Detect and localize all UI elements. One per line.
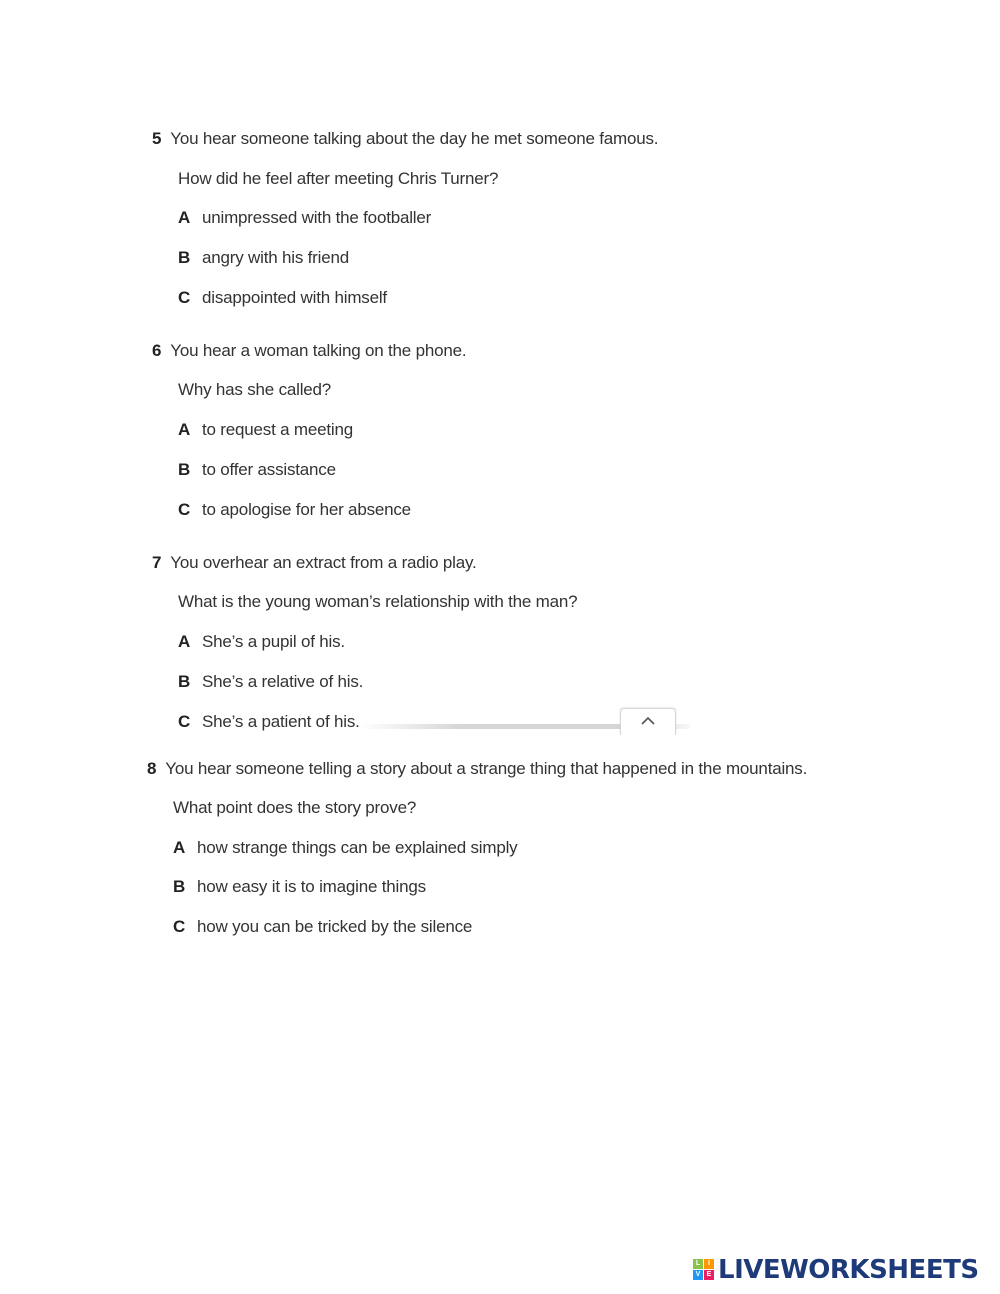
question-7-prompt xyxy=(152,552,477,574)
question-number: 6 xyxy=(152,341,162,360)
option-letter: C xyxy=(173,917,186,936)
question-5-option-a xyxy=(178,207,431,229)
option-text: unimpressed with the footballer xyxy=(202,208,432,227)
option-letter: A xyxy=(178,632,191,651)
option-text: disappointed with himself xyxy=(202,288,387,307)
option-letter: B xyxy=(173,877,186,896)
chevron-up-icon xyxy=(640,716,656,726)
question-6-question: Why has she called? xyxy=(178,380,332,399)
option-letter: C xyxy=(178,712,191,731)
prompt-text: You hear someone telling a story about a strange thing that happened in the mountains. xyxy=(165,759,808,778)
option-text: She’s a relative of his. xyxy=(202,672,364,691)
option-letter: A xyxy=(178,420,191,439)
logo-mark-letter: L xyxy=(693,1259,703,1269)
prompt-text: You hear a woman talking on the phone. xyxy=(170,341,467,360)
question-5-question: How did he feel after meeting Chris Turner? xyxy=(178,169,499,188)
question-8-question: What point does the story prove? xyxy=(173,798,417,817)
logo-mark-icon xyxy=(693,1259,715,1281)
option-text: to request a meeting xyxy=(202,420,353,439)
option-text: to apologise for her absence xyxy=(202,500,411,519)
question-6-prompt xyxy=(152,340,466,362)
question-7-option-b xyxy=(178,671,363,693)
question-5-option-c xyxy=(178,287,387,309)
prompt-text: You hear someone talking about the day he met someone famous. xyxy=(170,129,659,148)
question-number: 8 xyxy=(147,759,157,778)
question-7-option-c xyxy=(178,711,360,733)
option-letter: C xyxy=(178,500,191,519)
question-number: 5 xyxy=(152,129,162,148)
question-5-option-b xyxy=(178,247,349,269)
liveworksheets-logo[interactable] xyxy=(693,1255,979,1285)
option-text: angry with his friend xyxy=(202,248,349,267)
option-text: She’s a patient of his. xyxy=(202,712,360,731)
question-7-option-a xyxy=(178,631,345,653)
question-7-question: What is the young woman’s relationship with the man? xyxy=(178,592,578,611)
question-5-prompt xyxy=(152,128,658,150)
option-text: how easy it is to imagine things xyxy=(197,877,426,896)
option-letter: A xyxy=(178,208,191,227)
question-8-option-b xyxy=(173,876,426,898)
option-letter: B xyxy=(178,460,191,479)
logo-mark-letter: I xyxy=(704,1259,714,1269)
question-6-option-b xyxy=(178,459,336,481)
option-letter: C xyxy=(178,288,191,307)
option-text: to offer assistance xyxy=(202,460,336,479)
question-number: 7 xyxy=(152,553,162,572)
logo-mark-letter: E xyxy=(704,1270,714,1280)
question-6-option-c xyxy=(178,499,411,521)
logo-text: LIVEWORKSHEETS xyxy=(718,1255,979,1285)
scroll-up-button[interactable] xyxy=(620,708,676,735)
option-letter: B xyxy=(178,248,191,267)
question-8-option-a xyxy=(173,837,517,859)
question-6-option-a xyxy=(178,419,353,441)
logo-mark-letter: V xyxy=(693,1270,703,1280)
option-letter: B xyxy=(178,672,191,691)
option-text: She’s a pupil of his. xyxy=(202,632,345,651)
option-text: how strange things can be explained simply xyxy=(197,838,518,857)
option-letter: A xyxy=(173,838,186,857)
option-text: how you can be tricked by the silence xyxy=(197,917,473,936)
question-8-option-c xyxy=(173,916,472,938)
prompt-text: You overhear an extract from a radio play. xyxy=(170,553,477,572)
question-8-prompt xyxy=(147,758,807,780)
